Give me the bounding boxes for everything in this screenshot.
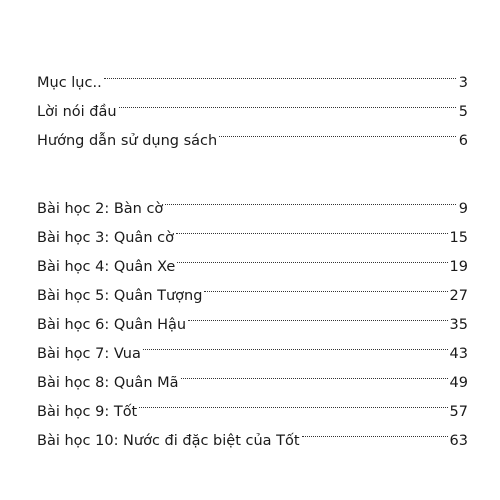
toc-page-number: 9	[458, 201, 468, 217]
toc-page-number: 27	[449, 288, 468, 304]
toc-entry-muc-luc[interactable]	[37, 58, 468, 91]
toc-dot-leader	[139, 387, 447, 416]
toc-entry-label: Bài học 6: Quân Hậu	[37, 317, 187, 333]
toc-entry-label: Bài học 7: Vua	[37, 346, 141, 362]
toc-entry-label: Mục lục..	[37, 75, 102, 91]
toc-page-number: 43	[449, 346, 468, 362]
toc-page-number: 15	[449, 230, 468, 246]
toc-dot-leader	[219, 116, 456, 145]
toc-entry-label: Bài học 5: Quân Tượng	[37, 288, 203, 304]
toc-entry-label: Bài học 2: Bàn cờ	[37, 201, 164, 217]
toc-dot-leader	[181, 358, 448, 387]
toc-page-number: 35	[449, 317, 468, 333]
toc-page-number: 3	[458, 75, 468, 91]
toc-entry-label: Bài học 8: Quân Mã	[37, 375, 179, 391]
toc-dot-leader	[204, 271, 447, 300]
toc-page-number: 5	[458, 104, 468, 120]
toc-page-number: 57	[449, 404, 468, 420]
toc-dot-leader	[177, 242, 447, 271]
toc-dot-leader	[143, 329, 448, 358]
toc-dot-leader	[188, 300, 447, 329]
toc-entry-lesson-2[interactable]	[37, 184, 468, 217]
toc-entry-label: Bài học 9: Tốt	[37, 404, 138, 420]
toc-dot-leader	[302, 416, 448, 445]
toc-dot-leader	[165, 184, 456, 213]
toc-dot-leader	[119, 87, 456, 116]
toc-dot-leader	[176, 213, 448, 242]
toc-entry-label: Bài học 3: Quân cờ	[37, 230, 174, 246]
toc-dot-leader	[104, 58, 456, 87]
toc-entry-label: Hướng dẫn sử dụng sách	[37, 133, 218, 149]
toc-page-number: 6	[458, 133, 468, 149]
toc-page-number: 19	[449, 259, 468, 275]
toc-entry-label: Bài học 4: Quân Xe	[37, 259, 176, 275]
toc-entry-label: Bài học 10: Nước đi đặc biệt của Tốt	[37, 433, 300, 449]
table-of-contents	[37, 58, 468, 449]
toc-entry-label: Lời nói đầu	[37, 104, 117, 120]
toc-page-number: 49	[449, 375, 468, 391]
toc-page-number: 63	[449, 433, 468, 449]
